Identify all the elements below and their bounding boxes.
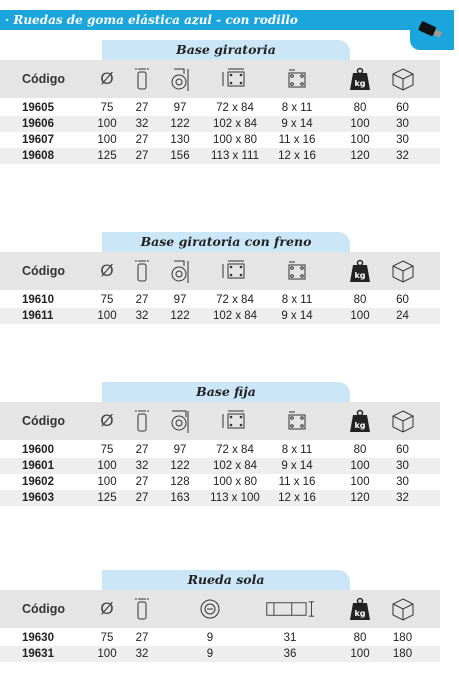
cell-value: 9 x 14	[281, 460, 313, 472]
cell-value: 32	[396, 150, 409, 162]
cell-value: 72 x 84	[216, 102, 254, 114]
table-header	[0, 60, 440, 98]
product-code: 19631	[22, 648, 54, 660]
cell-value: 100	[97, 476, 117, 488]
cell-value: 97	[173, 102, 187, 114]
cell-value: 100	[97, 118, 117, 130]
cell-value: 113 x 111	[211, 150, 259, 162]
caster-roller-image	[410, 10, 454, 50]
table-header	[0, 252, 440, 290]
cell-value: 72 x 84	[216, 444, 254, 456]
cell-value: 102 x 84	[212, 118, 258, 130]
product-code: 19611	[22, 310, 54, 322]
table-header	[0, 402, 440, 440]
table-row	[0, 490, 440, 506]
cell-value: 30	[396, 118, 409, 130]
cell-value: 122	[170, 460, 190, 472]
cell-value: 97	[173, 444, 187, 456]
product-code: 19630	[22, 632, 54, 644]
product-code: 19600	[22, 444, 54, 456]
cell-value: 120	[350, 150, 370, 162]
cell-value: 180	[392, 632, 413, 644]
product-code: 19605	[22, 102, 54, 114]
wheel-width-icon	[134, 259, 150, 283]
cell-value: 31	[283, 632, 297, 644]
package-units-icon	[390, 596, 416, 622]
table-row	[0, 116, 440, 132]
cell-value: 100	[350, 310, 370, 322]
cell-value: 11 x 16	[278, 134, 316, 146]
cell-value: 125	[97, 150, 117, 162]
cell-value: 30	[396, 476, 409, 488]
product-code: 19610	[22, 294, 54, 306]
diameter-icon: Ø	[100, 411, 114, 430]
cell-value: 80	[353, 294, 367, 306]
wheel-hub-icon	[199, 598, 221, 620]
diameter-icon: Ø	[100, 261, 114, 280]
table-row	[0, 458, 440, 474]
cell-value: 100	[97, 310, 117, 322]
svg-text:kg: kg	[354, 609, 366, 618]
cell-value: 125	[97, 492, 117, 504]
cell-value: 32	[135, 310, 149, 322]
cell-value: 27	[135, 444, 149, 456]
cell-value: 32	[135, 118, 149, 130]
code-column-header: Código	[22, 602, 66, 616]
load-weight-icon	[349, 597, 371, 621]
cell-value: 100	[350, 460, 370, 472]
cell-value: 163	[170, 492, 190, 504]
svg-text:kg: kg	[354, 271, 366, 280]
bolt-holes-icon	[284, 66, 310, 92]
wheel-width-icon	[134, 67, 150, 91]
cell-value: 24	[396, 310, 409, 322]
wheel-width-icon	[134, 597, 150, 621]
cell-value: 27	[135, 294, 149, 306]
table-row	[0, 148, 440, 164]
cell-value: 8 x 11	[281, 102, 313, 114]
code-column-header: Código	[22, 414, 66, 428]
cell-value: 32	[135, 648, 149, 660]
section-tab: Rueda sola	[102, 570, 350, 590]
table-header	[0, 590, 440, 628]
cell-value: 60	[396, 444, 409, 456]
product-code: 19601	[22, 460, 54, 472]
cell-value: 60	[396, 294, 409, 306]
load-weight-icon	[349, 409, 371, 433]
cell-value: 122	[170, 118, 190, 130]
code-column-header: Código	[22, 72, 66, 86]
cell-value: 97	[173, 294, 187, 306]
load-weight-icon	[349, 259, 371, 283]
bolt-holes-icon	[284, 258, 310, 284]
cell-value: 60	[396, 102, 409, 114]
cell-value: 8 x 11	[281, 444, 313, 456]
load-weight-icon	[349, 67, 371, 91]
plate-size-icon	[220, 258, 250, 284]
cell-value: 100	[350, 134, 370, 146]
cell-value: 75	[100, 294, 114, 306]
cell-value: 100	[97, 134, 117, 146]
axle-length-icon	[265, 597, 315, 621]
plate-size-icon	[220, 66, 250, 92]
cell-value: 75	[100, 632, 114, 644]
section-tab: Base fija	[102, 382, 350, 402]
caster-height-icon	[167, 66, 193, 92]
cell-value: 128	[170, 476, 190, 488]
table-row	[0, 132, 440, 148]
table-row	[0, 474, 440, 490]
section-tab: Base giratoria	[102, 40, 350, 60]
cell-value: 32	[396, 492, 409, 504]
table-row	[0, 646, 440, 662]
cell-value: 102 x 84	[212, 460, 258, 472]
table-row	[0, 442, 440, 458]
cell-value: 102 x 84	[212, 310, 258, 322]
cell-value: 27	[135, 150, 149, 162]
cell-value: 8 x 11	[281, 294, 313, 306]
cell-value: 9 x 14	[281, 310, 313, 322]
code-column-header: Código	[22, 264, 66, 278]
cell-value: 100	[350, 648, 370, 660]
product-code: 19602	[22, 476, 54, 488]
caster-height-icon	[167, 258, 193, 284]
table-row	[0, 292, 440, 308]
cell-value: 27	[135, 102, 149, 114]
cell-value: 9	[206, 648, 214, 660]
table-row	[0, 100, 440, 116]
cell-value: 12 x 16	[278, 492, 316, 504]
fixed-caster-icon	[167, 408, 193, 434]
cell-value: 80	[353, 632, 367, 644]
cell-value: 100	[350, 118, 370, 130]
table-row	[0, 308, 440, 324]
cell-value: 100	[97, 460, 117, 472]
cell-value: 100 x 80	[212, 476, 258, 488]
cell-value: 72 x 84	[216, 294, 254, 306]
bolt-holes-icon	[284, 408, 310, 434]
page-title: · Ruedas de goma elástica azul - con rodillo	[0, 10, 410, 30]
cell-value: 100 x 80	[212, 134, 258, 146]
cell-value: 32	[135, 460, 149, 472]
diameter-icon: Ø	[100, 69, 114, 88]
cell-value: 113 x 100	[210, 492, 260, 504]
cell-value: 30	[396, 134, 409, 146]
diameter-icon: Ø	[100, 599, 114, 618]
package-units-icon	[390, 408, 416, 434]
cell-value: 27	[135, 632, 149, 644]
cell-value: 100	[97, 648, 117, 660]
cell-value: 11 x 16	[278, 476, 316, 488]
cell-value: 80	[353, 102, 367, 114]
table-row	[0, 630, 440, 646]
plate-size-icon	[220, 408, 250, 434]
cell-value: 30	[396, 460, 409, 472]
svg-text:kg: kg	[354, 421, 366, 430]
wheel-width-icon	[134, 409, 150, 433]
package-units-icon	[390, 258, 416, 284]
section-tab: Base giratoria con freno	[102, 232, 350, 252]
cell-value: 27	[135, 476, 149, 488]
product-code: 19608	[22, 150, 54, 162]
product-code: 19603	[22, 492, 54, 504]
cell-value: 27	[135, 492, 149, 504]
cell-value: 9	[206, 632, 214, 644]
cell-value: 100	[350, 476, 370, 488]
package-units-icon	[390, 66, 416, 92]
cell-value: 36	[283, 648, 297, 660]
product-code: 19606	[22, 118, 54, 130]
cell-value: 75	[100, 102, 114, 114]
svg-text:kg: kg	[354, 79, 366, 88]
cell-value: 27	[135, 134, 149, 146]
cell-value: 12 x 16	[278, 150, 316, 162]
cell-value: 122	[170, 310, 190, 322]
cell-value: 80	[353, 444, 367, 456]
cell-value: 156	[170, 150, 190, 162]
cell-value: 9 x 14	[281, 118, 313, 130]
product-code: 19607	[22, 134, 54, 146]
cell-value: 130	[170, 134, 190, 146]
cell-value: 120	[350, 492, 370, 504]
cell-value: 180	[392, 648, 413, 660]
cell-value: 75	[100, 444, 114, 456]
